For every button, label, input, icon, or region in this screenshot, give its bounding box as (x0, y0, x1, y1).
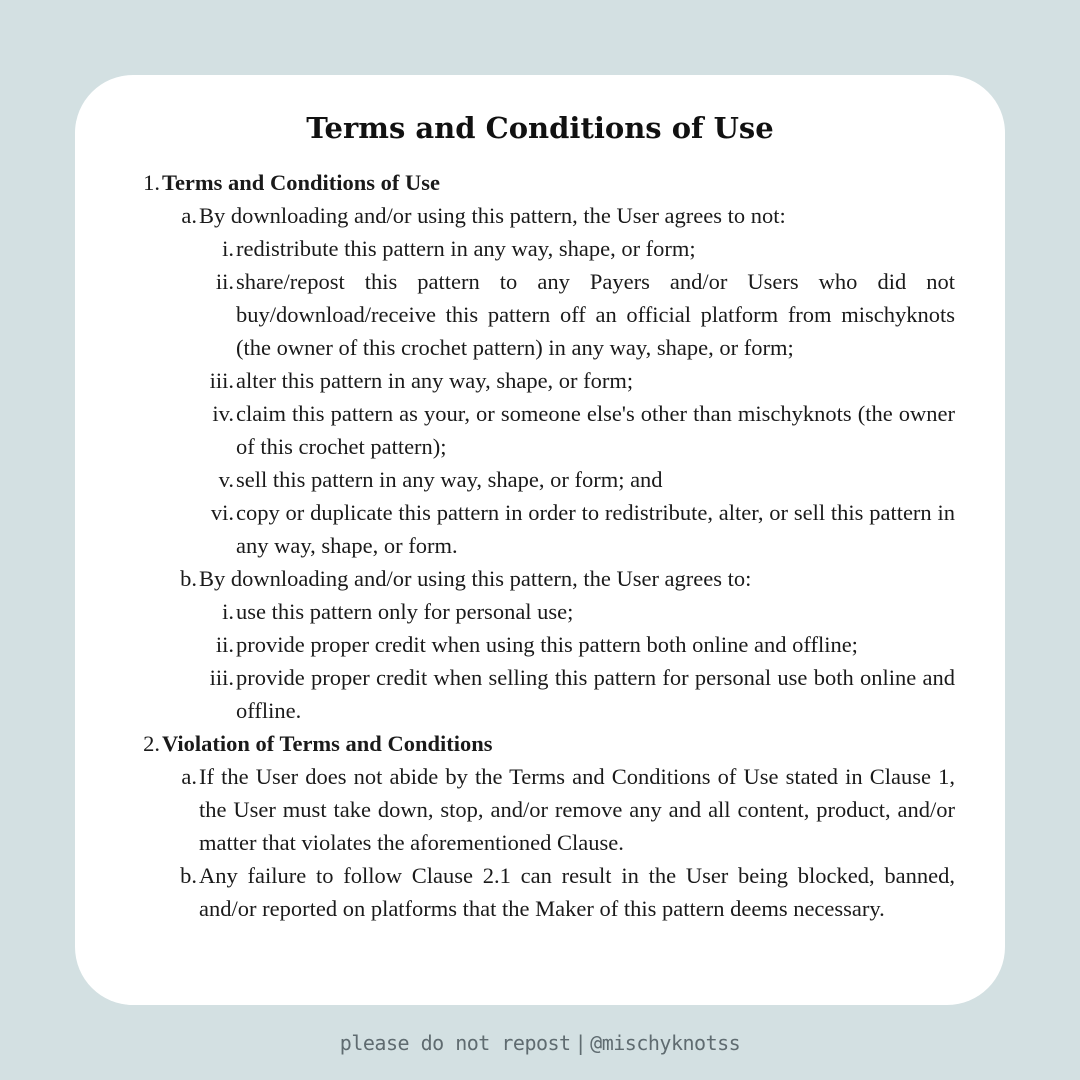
clause-letter: a. (181, 203, 197, 228)
clause-item (0, 859, 1080, 925)
section-number: 2. (143, 731, 160, 756)
clause-item (0, 199, 1080, 232)
subclause-numeral: iii. (209, 665, 234, 690)
subclause-numeral: ii. (215, 269, 234, 294)
section-heading-text: Violation of Terms and Conditions (162, 731, 493, 756)
section-heading (0, 727, 1080, 760)
clause-letter: b. (180, 863, 197, 888)
clause-text: By downloading and/or using this pattern, the User agrees to not: (199, 203, 786, 228)
subclause-item (0, 595, 1080, 628)
subclause-text: alter this pattern in any way, shape, or form; (236, 368, 634, 393)
subclause-text: provide proper credit when selling this pattern for personal use both online and offline. (236, 665, 955, 723)
subclause-numeral: v. (218, 467, 234, 492)
clause-item (0, 760, 1080, 859)
subclause-item (0, 364, 1080, 397)
subclause-text: redistribute this pattern in any way, shape, or form; (236, 236, 696, 261)
subclause-numeral: iii. (209, 368, 234, 393)
subclause-numeral: iv. (212, 401, 234, 426)
author-handle: @mischyknotss (590, 1031, 741, 1055)
clause-text: By downloading and/or using this pattern, the User agrees to: (199, 566, 752, 591)
subclause-text: provide proper credit when using this pattern both online and offline; (236, 632, 858, 657)
subclause-text: use this pattern only for personal use; (236, 599, 574, 624)
footer-credit (0, 1027, 1080, 1059)
clause-text: Any failure to follow Clause 2.1 can result in the User being blocked, banned, and/or reported on platforms that the Maker of this pattern deems necessary. (199, 863, 955, 921)
subclause-numeral: i. (222, 599, 234, 624)
section-number: 1. (143, 170, 160, 195)
subclause-item (0, 397, 1080, 463)
subclause-text: sell this pattern in any way, shape, or form; and (236, 467, 663, 492)
document-title: Terms and Conditions of Use (306, 111, 774, 145)
subclause-item (0, 661, 1080, 727)
subclause-item (0, 232, 1080, 265)
subclause-text: share/repost this pattern to any Payers and/or Users who did not buy/download/receive this pattern off an official platform from mischyknots (the owner of this crochet pattern) in any way, shape, or form; (236, 269, 955, 360)
section-heading (0, 166, 1080, 199)
clause-item (0, 562, 1080, 595)
subclause-item (0, 265, 1080, 364)
clause-letter: b. (180, 566, 197, 591)
clause-letter: a. (181, 764, 197, 789)
subclause-text: claim this pattern as your, or someone else's other than mischyknots (the owner of this crochet pattern); (236, 401, 955, 459)
subclause-numeral: i. (222, 236, 234, 261)
section-heading-text: Terms and Conditions of Use (162, 170, 440, 195)
subclause-item (0, 628, 1080, 661)
subclause-text: copy or duplicate this pattern in order to redistribute, alter, or sell this pattern in any way, shape, or form. (236, 500, 955, 558)
clause-text: If the User does not abide by the Terms and Conditions of Use stated in Clause 1, the User must take down, stop, and/or remove any and all content, product, and/or matter that violates the aforementioned Clause. (199, 764, 955, 855)
repost-notice: please do not repost (339, 1031, 571, 1055)
subclause-item (0, 463, 1080, 496)
subclause-numeral: ii. (215, 632, 234, 657)
terms-list (0, 166, 1080, 925)
subclause-numeral: vi. (210, 500, 234, 525)
subclause-item (0, 496, 1080, 562)
footer-separator: | (574, 1031, 587, 1055)
